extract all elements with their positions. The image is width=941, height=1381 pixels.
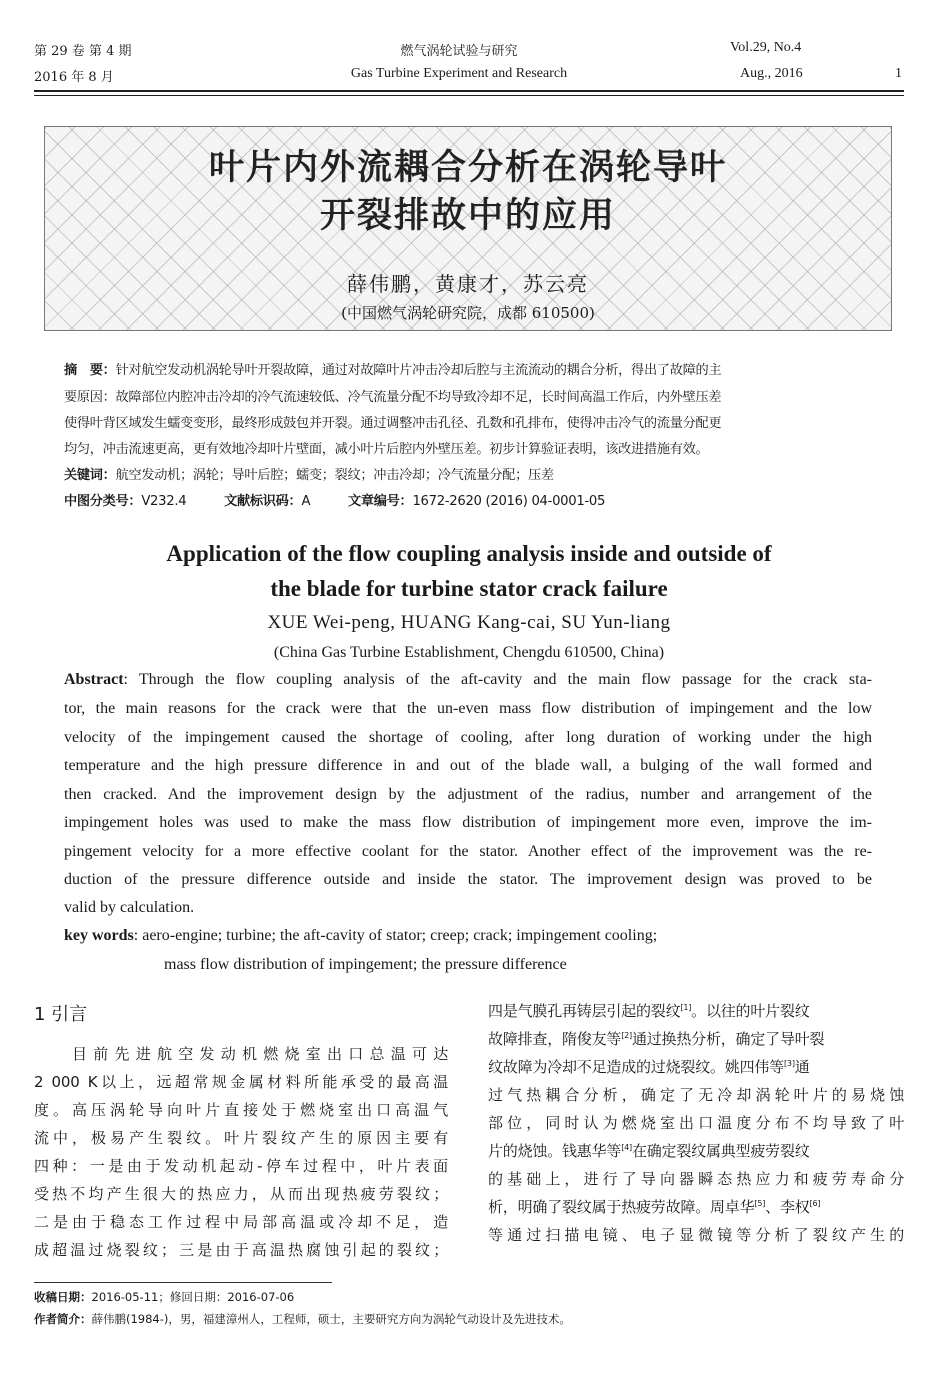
body-right-line: 故障排查，隋俊友等[2]通过换热分析，确定了导叶裂 (488, 1030, 825, 1048)
abstract-cn-label: 摘 要： (64, 363, 116, 378)
section-heading: 1 引言 (34, 1004, 88, 1025)
abstract-en-line: duction of the pressure difference outside and inside the stator. The improvement design was proved to be (64, 871, 872, 888)
abstract-en-line: impingement holes was used to make the mass flow distribution of impingement more even, improve the im- (64, 814, 872, 831)
abstract-en-line: Abstract: Through the flow coupling analysis of the aft-cavity and the main flow passage for the crack sta- (64, 671, 872, 688)
journal-name-en: Gas Turbine Experiment and Research (350, 66, 568, 81)
title-en-line1: Application of the flow coupling analysis inside and outside of (166, 541, 772, 566)
body-right-line: 部位，同时认为燃烧室出口温度分布不均导致了叶 (488, 1114, 904, 1132)
body-left-line: 度。高压涡轮导向叶片直接处于燃烧室出口高温气 (34, 1101, 448, 1119)
body-right-line: 析，明确了裂纹属于热疲劳故障。周卓华[5]、李权[6] (488, 1198, 821, 1216)
journal-name-cn: 燃气涡轮试验与研究 (400, 44, 518, 59)
body-right-line: 过气热耦合分析，确定了无冷却涡轮叶片的易烧蚀 (488, 1086, 904, 1104)
keywords-cn: 关键词：航空发动机；涡轮；导叶后腔；蠕变；裂纹；冲击冷却；冷气流量分配；压差 (64, 468, 554, 483)
footnote-author: 作者简介：薛伟鹏(1984-)，男，福建漳州人，工程师，硕士，主要研究方向为涡轮气动设计及先进技术。 (34, 1312, 571, 1326)
keywords-en-continued: mass flow distribution of impingement; the pressure difference (164, 956, 567, 973)
body-left-line: 受热不均产生很大的热应力，从而出现热疲劳裂纹； (34, 1185, 448, 1203)
journal-volume-cn: 第 29 卷 第 4 期 (34, 44, 132, 59)
title-cn-line2: 开裂排故中的应用 (319, 196, 616, 236)
body-left-line: 2 000 K以上，远超常规金属材料所能承受的最高温 (34, 1073, 448, 1091)
title-en-line2: the blade for turbine stator crack failure (270, 576, 668, 601)
body-left-line: 二是由于稳态工作过程中局部高温或冷却不足，造 (34, 1213, 448, 1231)
journal-date-en: Aug., 2016 (740, 66, 803, 81)
abstract-cn-line: 使得叶背区域发生蠕变变形，最终形成鼓包并开裂。通过调整冲击孔径、孔数和孔排布，使得冲击冷气的流量分配更 (64, 416, 722, 431)
header-rule-thin (34, 95, 904, 96)
authors-en: XUE Wei-peng, HUANG Kang-cai, SU Yun-liang (267, 612, 671, 633)
affiliation-en: (China Gas Turbine Establishment, Chengdu 610500, China) (273, 644, 665, 661)
body-left-line: 目前先进航空发动机燃烧室出口总温可达 (72, 1045, 448, 1063)
abstract-en-line: temperature and the high pressure difference in and out of the blade wall, a bulging of the wall formed and (64, 757, 872, 774)
body-left-line: 流中，极易产生裂纹。叶片裂纹产生的原因主要有 (34, 1129, 448, 1147)
page-number: 1 (895, 66, 902, 81)
classification-cn: 中图分类号：V232.4 文献标识码：A 文章编号：1672-2620 (2016) 04-0001-05 (64, 494, 606, 509)
affiliation-cn: (中国燃气涡轮研究院，成都 610500) (341, 304, 595, 322)
body-left-line: 四种：一是由于发动机起动-停车过程中，叶片表面 (34, 1157, 448, 1175)
body-right-line: 等通过扫描电镜、电子显微镜等分析了裂纹产生的 (488, 1226, 904, 1244)
body-right-line: 纹故障为冷却不足造成的过烧裂纹。姚四伟等[3]通 (488, 1058, 810, 1076)
authors-cn: 薛伟鹏，黄康才，苏云亮 (347, 272, 589, 296)
abstract-en-line: valid by calculation. (64, 899, 195, 916)
journal-date-cn: 2016 年 8 月 (34, 70, 114, 85)
abstract-cn-line: 摘 要：针对航空发动机涡轮导叶开裂故障，通过对故障叶片冲击冷却后腔与主流流动的耦合分析，得出了故障的主 (64, 363, 722, 378)
abstract-en-line: velocity of the impingement caused the shortage of cooling, after long duration of working under the high (64, 729, 872, 746)
abstract-cn-line: 均匀，冲击流速更高，更有效地冷却叶片壁面，减小叶片后腔内外壁压差。初步计算验证表明，该改进措施有效。 (64, 442, 709, 457)
abstract-en-line: tor, the main reasons for the crack were that the un-even mass flow distribution of impingement and the low (64, 700, 872, 717)
abstract-en-line: then cracked. And the improvement design by the adjustment of the radius, number and arrangement of the (64, 786, 872, 803)
title-cn-line1: 叶片内外流耦合分析在涡轮导叶 (208, 148, 727, 188)
body-left-line: 成超温过烧裂纹；三是由于高温热腐蚀引起的裂纹； (34, 1241, 448, 1259)
abstract-en-line: pingement velocity for a more effective coolant for the stator. Another effect of the improvement was the re- (64, 843, 872, 860)
footnote-rule (34, 1282, 332, 1283)
abstract-cn-line: 要原因：故障部位内腔冲击冷却的冷气流速较低、冷气流量分配不均导致冷却不足，长时间高温工作后，内外壁压差 (64, 390, 722, 405)
body-right-line: 片的烧蚀。钱惠华等[4]在确定裂纹属典型疲劳裂纹 (488, 1142, 810, 1160)
keywords-en: key words: aero-engine; turbine; the aft-cavity of stator; creep; crack; impingement cooling; (64, 927, 658, 944)
body-right-line: 的基础上，进行了导向器瞬态热应力和疲劳寿命分 (488, 1170, 904, 1188)
body-right-line: 四是气膜孔再铸层引起的裂纹[1]。以往的叶片裂纹 (488, 1002, 810, 1020)
journal-volume-en: Vol.29, No.4 (730, 40, 802, 55)
abstract-en-label: Abstract (64, 671, 124, 688)
footnote-received: 收稿日期：2016-05-11；修回日期：2016-07-06 (34, 1290, 295, 1304)
header-rule-thick (34, 90, 904, 92)
